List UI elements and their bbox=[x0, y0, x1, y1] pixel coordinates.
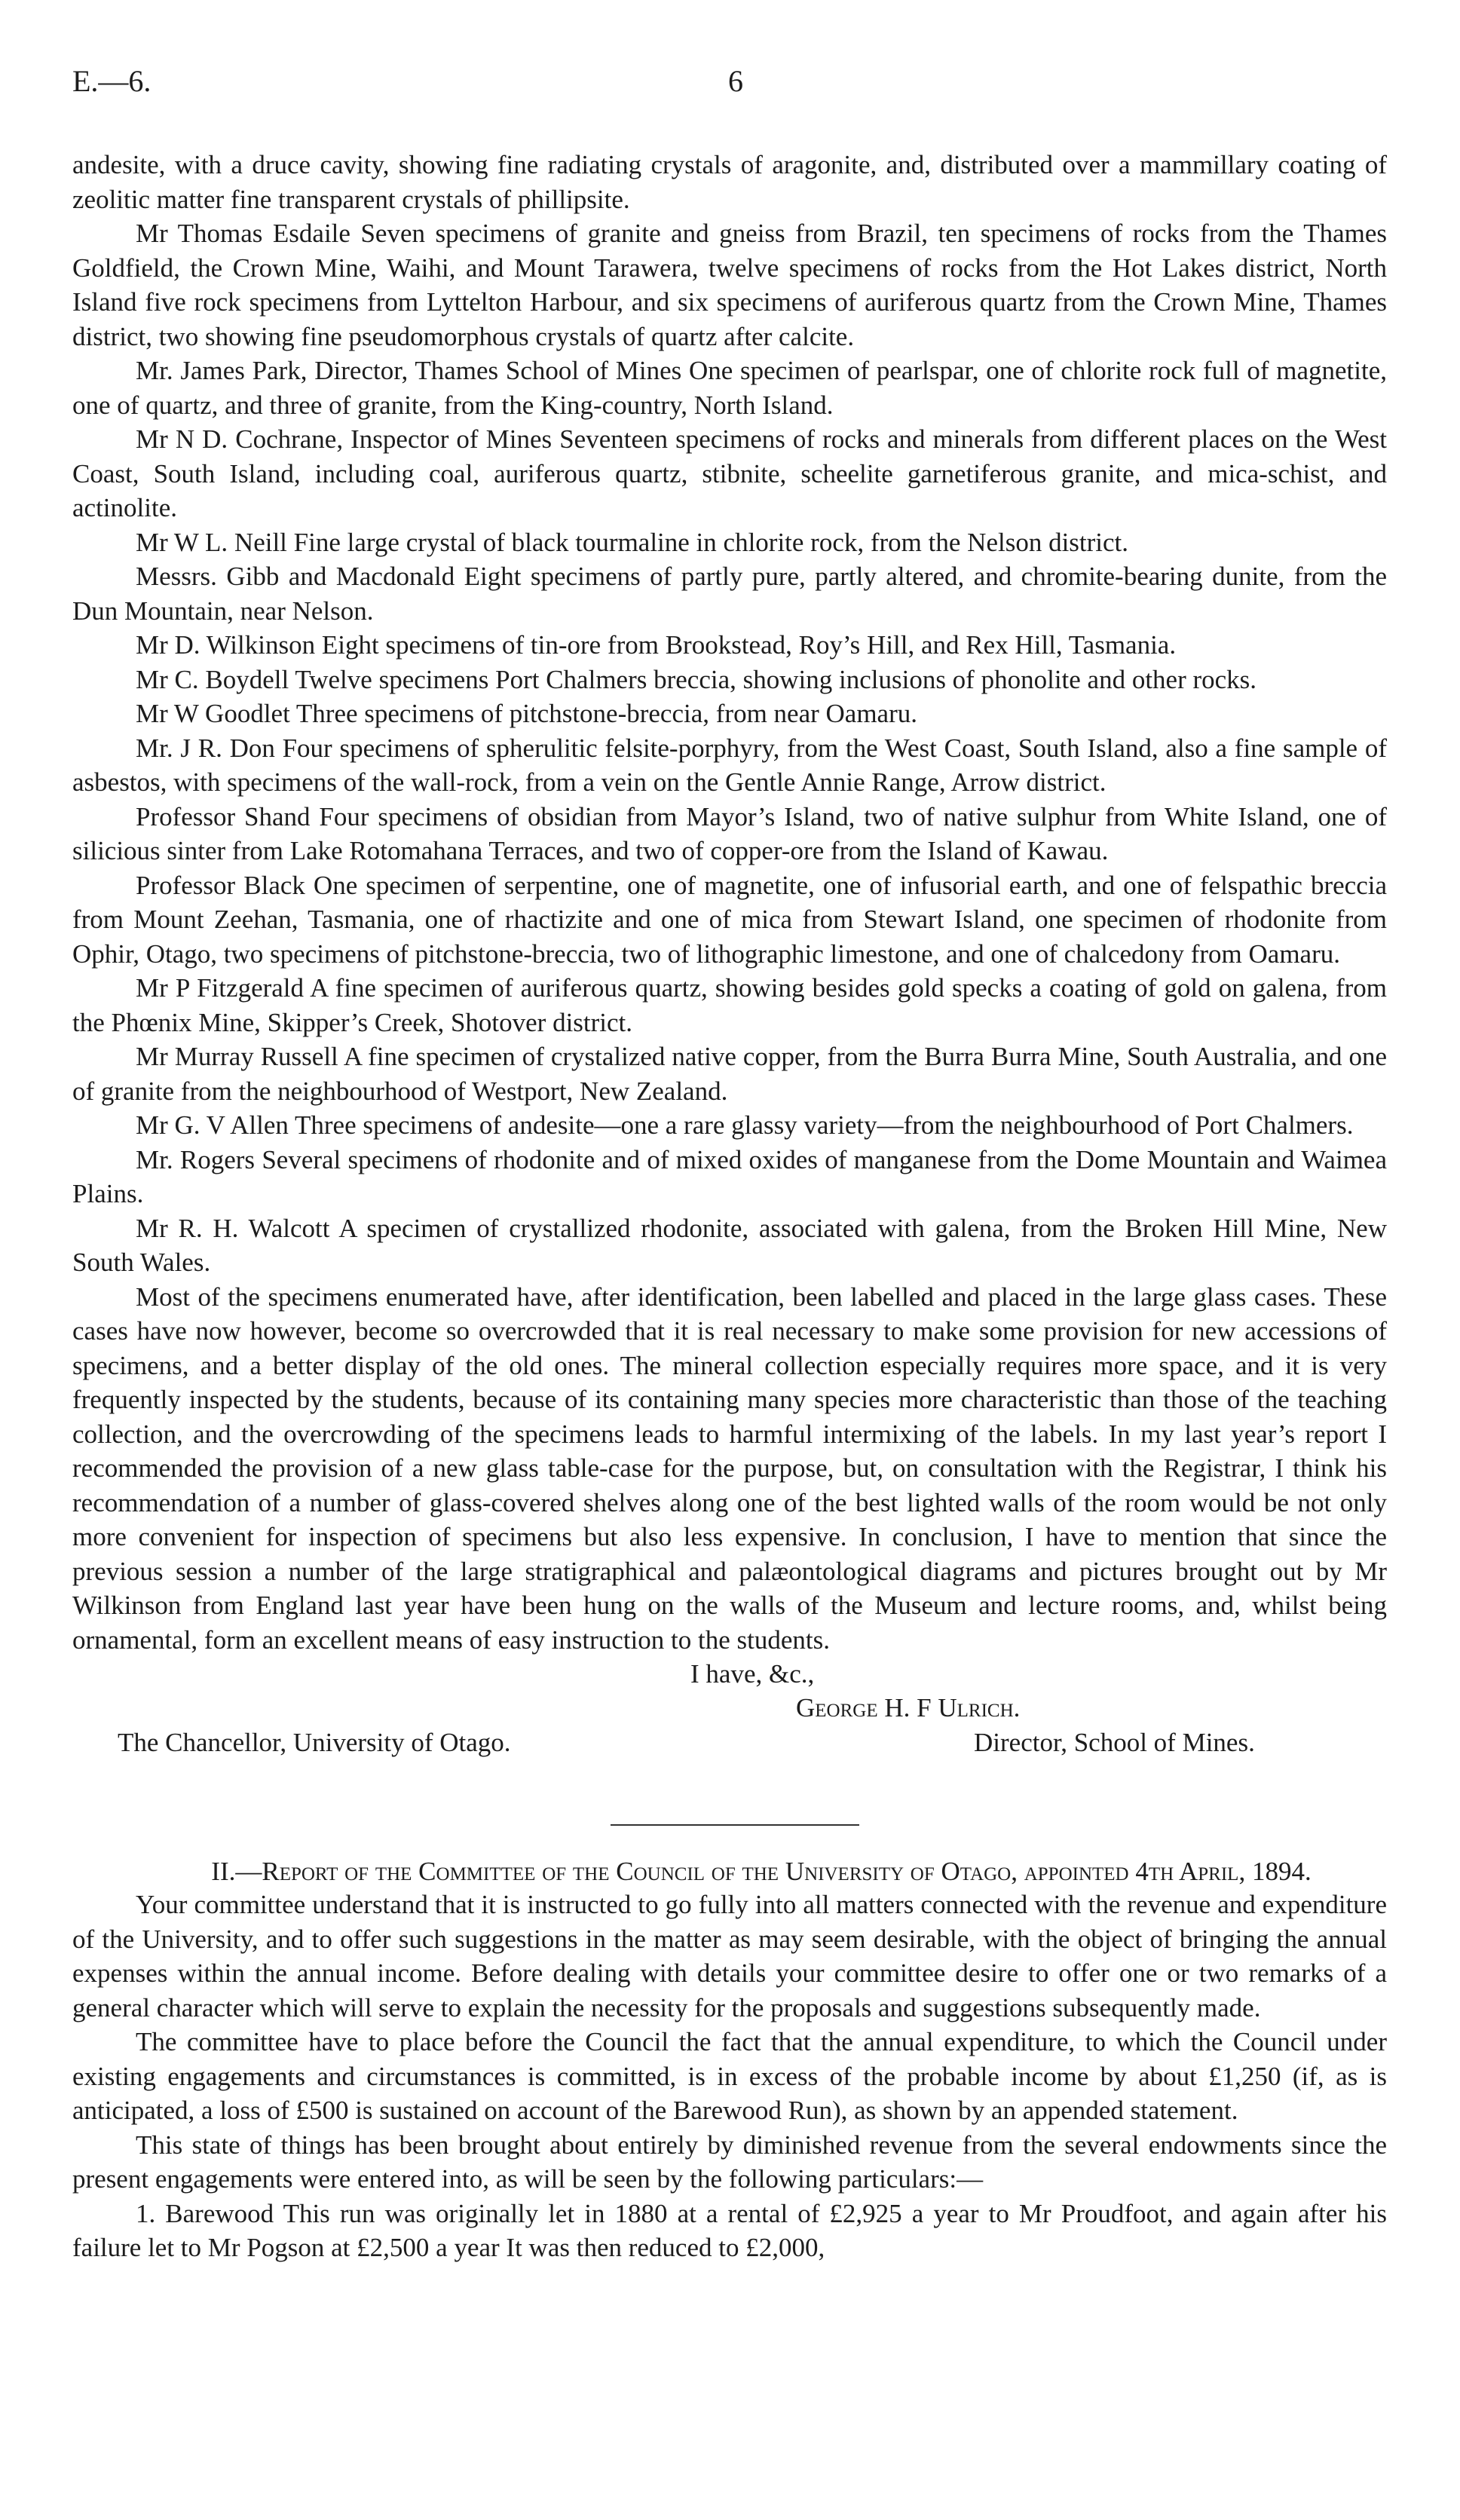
paragraph: Most of the specimens enumerated have, after identification, been labelled and placed in the large glass cases. These cases have now however, become so overcrowded that it is real necessary to make some provision for new accessions of specimens, and a better display of the old ones. The mineral collection especially requires more space, and it is very frequently inspected by the students, because of its containing many species more characteristic than those of the teaching collection, and the overcrowding of the specimens leads to harmful intermixing of the labels. In my last year’s report I recommended the provision of a new glass table-case for the purpose, but, on consultation with the Registrar, I think his recommendation of a number of glass-covered shelves along one of the best lighted walls of the room would be not only more convenient for inspection of specimens but also less expensive. In conclusion, I have to mention that since the previous session a number of the large stratigraphical and palæontological diagrams and pictures brought out by Mr Wilkinson from England last year have been hung on the walls of the Museum and lecture rooms, and, whilst being ornamental, form an excellent means of easy instruction to the students. bbox=[72, 1281, 1387, 1655]
paragraph: Mr C. Boydell Twelve specimens Port Chalmers breccia, showing inclusions of phonolite and other rocks. bbox=[136, 664, 1257, 694]
paragraph: Mr Thomas Esdaile Seven specimens of granite and gneiss from Brazil, ten specimens of rocks from the Thames Goldfield, the Crown Mine, Waihi, and Mount Tarawera, twelve specimens of rocks from the Hot Lakes district, North Island five rock specimens from Lyttelton Harbour, and six specimens of auriferous quartz from the Crown Mine, Thames district, two showing fine pseudomorphous crystals of quartz after calcite. bbox=[72, 219, 1387, 351]
paragraph: Mr P Fitzgerald A fine specimen of auriferous quartz, showing besides gold specks a coating of gold on galena, from the Phœnix Mine, Skipper’s Creek, Shotover district. bbox=[72, 973, 1387, 1037]
paragraph: Mr W Goodlet Three specimens of pitchstone-breccia, from near Oamaru. bbox=[136, 699, 917, 728]
paragraph: This state of things has been brought about entirely by diminished revenue from the several endowments since the present engagements were entered into, as will be seen by the following particulars:— bbox=[72, 2130, 1387, 2194]
paragraph: Mr. J R. Don Four specimens of spherulitic felsite-porphyry, from the West Coast, South Island, also a fine sample of asbestos, with specimens of the wall-rock, from a vein on the Gentle Annie Range, Arrow district. bbox=[72, 733, 1387, 797]
paragraph: Mr D. Wilkinson Eight specimens of tin-ore from Brookstead, Roy’s Hill, and Rex Hill, Tasmania. bbox=[136, 630, 1177, 660]
addressee: The Chancellor, University of Otago. bbox=[118, 1728, 511, 1757]
section-heading: II.—Report of the Committee of the Council of the University of Otago, appointed 4th April, 1894. bbox=[211, 1857, 1312, 1886]
paragraph: Professor Black One specimen of serpentine, one of magnetite, one of infusorial earth, and one of felspathic breccia from Mount Zeehan, Tasmania, one of rhactizite and one of mica from Stewart Island, one specimen of rhodonite from Ophir, Otago, two specimens of pitchstone-breccia, two of lithographic limestone, and one of chalcedony from Oamaru. bbox=[72, 870, 1387, 969]
paragraph: Messrs. Gibb and Macdonald Eight specimens of partly pure, partly altered, and chromite-bearing dunite, from the Dun Mountain, near Nelson. bbox=[72, 562, 1387, 626]
paragraph: andesite, with a druce cavity, showing fine radiating crystals of aragonite, and, distributed over a mammillary coating of zeolitic matter fine transparent crystals of phillipsite. bbox=[72, 150, 1387, 214]
closing-salutation: I have, &c., bbox=[690, 1659, 815, 1689]
letter-closing bbox=[72, 1657, 1387, 1794]
paragraph: Your committee understand that it is instructed to go fully into all matters connected with the revenue and expenditure of the University, and to offer such suggestions in the matter as may seem desirable, with the object of bringing the annual expenses within the annual income. Before dealing with details your committee desire to offer one or two remarks of a general character which will serve to explain the necessity for the proposals and suggestions subsequently made. bbox=[72, 1890, 1387, 2022]
paragraph: Professor Shand Four specimens of obsidian from Mayor’s Island, two of native sulphur from White Island, one of silicious sinter from Lake Rotomahana Terraces, and two of copper-ore from the Island of Kawau. bbox=[72, 801, 1387, 865]
paragraph: Mr G. V Allen Three specimens of andesite—one a rare glassy variety—from the neighbourhood of Port Chalmers. bbox=[136, 1110, 1354, 1140]
page-body bbox=[72, 148, 1387, 2265]
page-number: 6 bbox=[728, 64, 743, 98]
document-code: E.—6. bbox=[72, 64, 152, 98]
paragraph: Mr. Rogers Several specimens of rhodonite and of mixed oxides of manganese from the Dome Mountain and Waimea Plains. bbox=[72, 1144, 1387, 1208]
signature: George H. F Ulrich. bbox=[796, 1693, 1021, 1722]
paragraph: Mr Murray Russell A fine specimen of crystalized native copper, from the Burra Burra Mine, South Australia, and one of granite from the neighbourhood of Westport, New Zealand. bbox=[72, 1042, 1387, 1106]
paragraph: Mr W L. Neill Fine large crystal of black tourmaline in chlorite rock, from the Nelson district. bbox=[136, 527, 1129, 557]
signatory-title: Director, School of Mines. bbox=[974, 1728, 1255, 1757]
page-header bbox=[72, 63, 1388, 109]
paragraph: 1. Barewood This run was originally let in 1880 at a rental of £2,925 a year to Mr Proudfoot, and again after his failure let to Mr Pogson at £2,500 a year It was then reduced to £2,000, bbox=[72, 2198, 1387, 2262]
section-divider bbox=[611, 1824, 859, 1826]
paragraph: Mr R. H. Walcott A specimen of crystallized rhodonite, associated with galena, from the Broken Hill Mine, New South Wales. bbox=[72, 1213, 1387, 1277]
paragraph: The committee have to place before the Council the fact that the annual expenditure, to which the Council under existing engagements and circumstances is committed, is in excess of the probable income by about £1,250 (if, as is anticipated, a loss of £500 is sustained on account of the Barewood Run), as shown by an appended statement. bbox=[72, 2027, 1387, 2125]
paragraph: Mr. James Park, Director, Thames School of Mines One specimen of pearlspar, one of chlorite rock full of magnetite, one of quartz, and three of granite, from the King-country, North Island. bbox=[72, 356, 1387, 420]
paragraph: Mr N D. Cochrane, Inspector of Mines Seventeen specimens of rocks and minerals from different places on the West Coast, South Island, including coal, auriferous quartz, stibnite, scheelite garnetiferous granite, and mica-schist, and actinolite. bbox=[72, 424, 1387, 522]
